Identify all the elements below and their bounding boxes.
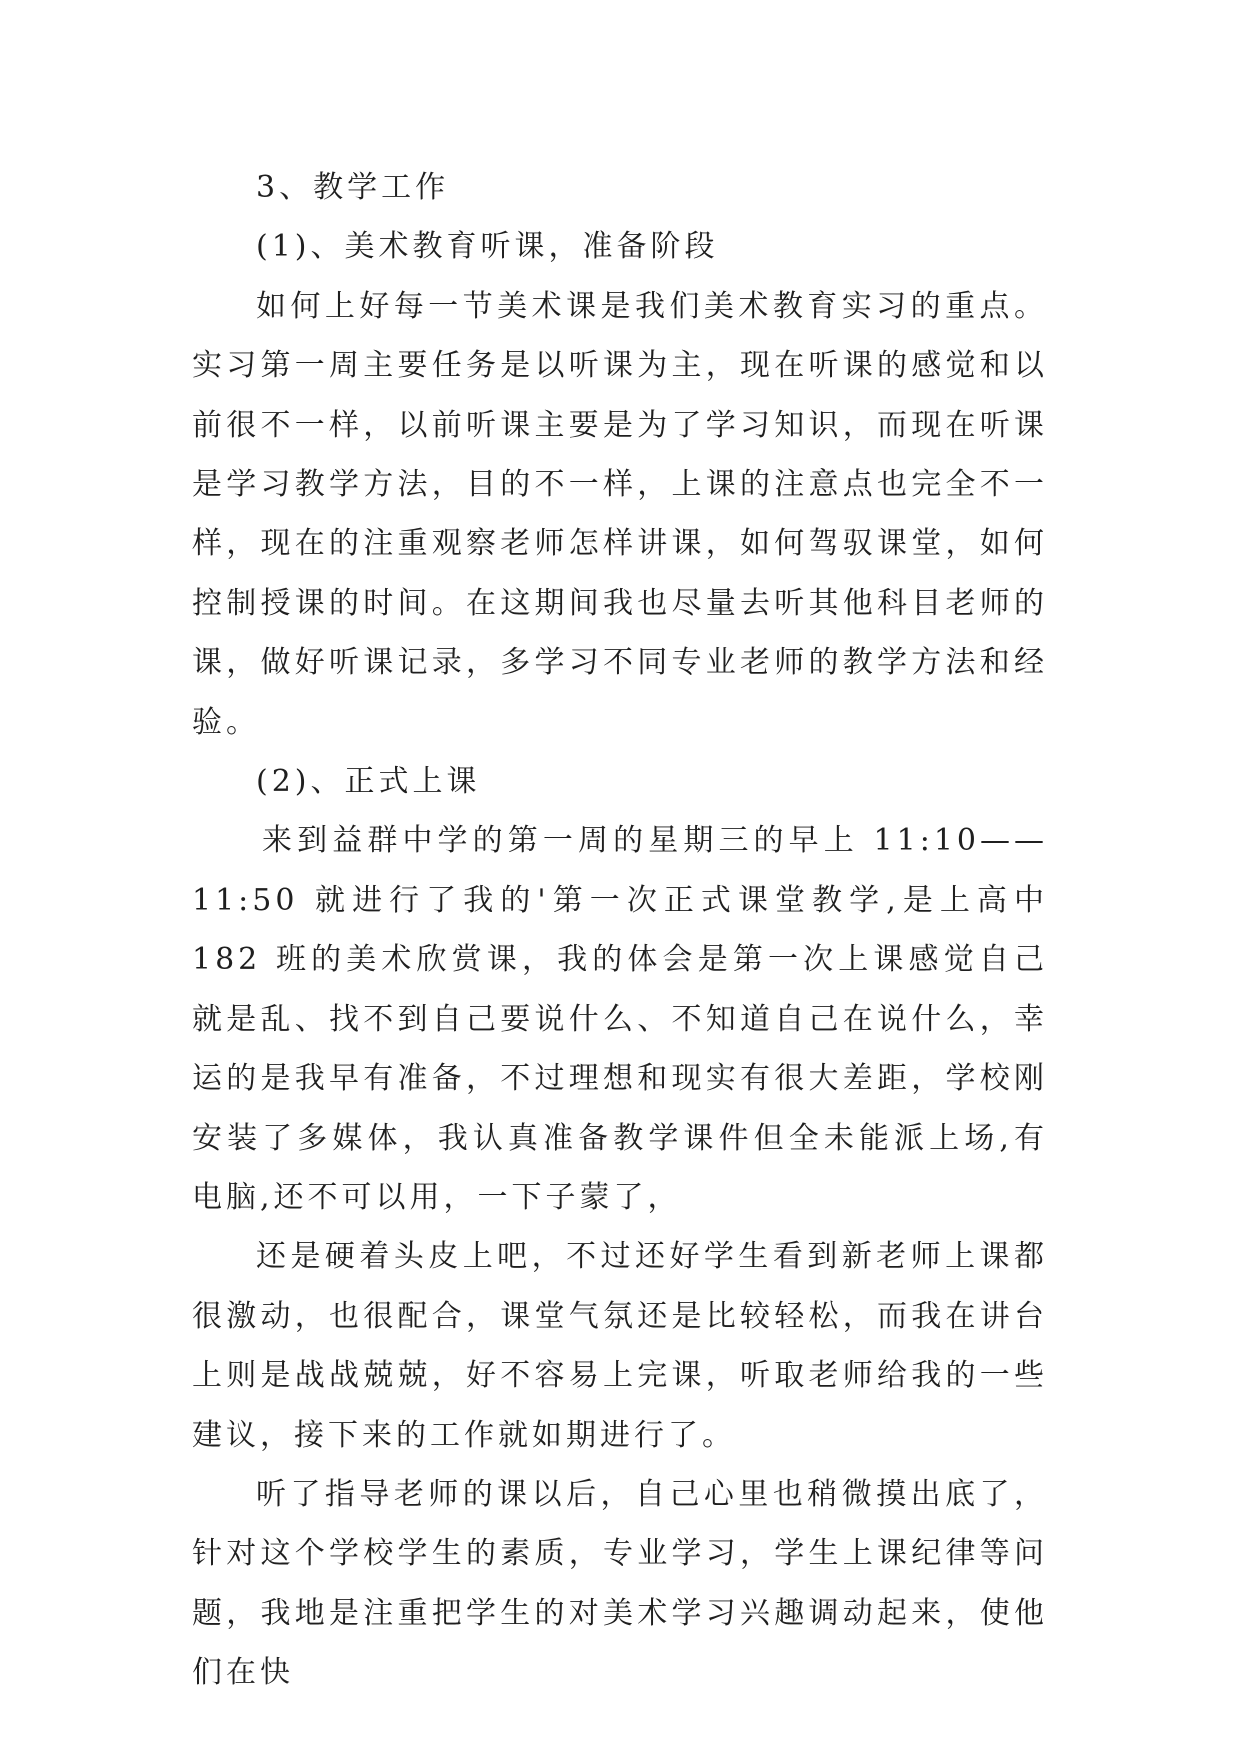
document-body	[192, 158, 1048, 1703]
section-heading: 3、教学工作	[256, 170, 450, 205]
subsection-heading-1: (1)、美术教育听课，准备阶段	[256, 229, 719, 265]
paragraph-3: 还是硬着头皮上吧，不过还好学生看到新老师上课都很激动，也很配合，课堂气氛还是比较轻松，而我在讲台上则是战战兢兢，好不容易上完课，听取老师给我的一些建议，接下来的工作就如期进行了。	[192, 1239, 1048, 1453]
paragraph-1: 如何上好每一节美术课是我们美术教育实习的重点。实习第一周主要任务是以听课为主，现在听课的感觉和以前很不一样，以前听课主要是为了学习知识，而现在听课是学习教学方法，目的不一样，上课的注意点也完全不一样，现在的注重观察老师怎样讲课，如何驾驭课堂，如何控制授课的时间。在这期间我也尽量去听其他科目老师的课，做好听课记录，多学习不同专业老师的教学方法和经验。	[192, 288, 1048, 740]
paragraph-2: 来到益群中学的第一周的星期三的早上 11:10——11:50 就进行了我的'第一次正式课堂教学,是上高中 182 班的美术欣赏课，我的体会是第一次上课感觉自己就是乱、找不到自己要说什么、不知道自己在说什么，幸运的是我早有准备，不过理想和现实有很大差距，学校刚安装了多媒体，我认真准备教学课件但全未能派上场,有电脑,还不可以用，一下子蒙了，	[192, 823, 1048, 1215]
paragraph-4: 听了指导老师的课以后，自己心里也稍微摸出底了，针对这个学校学生的素质，专业学习，学生上课纪律等问题，我地是注重把学生的对美术学习兴趣调动起来，使他们在快	[192, 1476, 1048, 1691]
subsection-heading-2: (2)、正式上课	[256, 764, 481, 800]
